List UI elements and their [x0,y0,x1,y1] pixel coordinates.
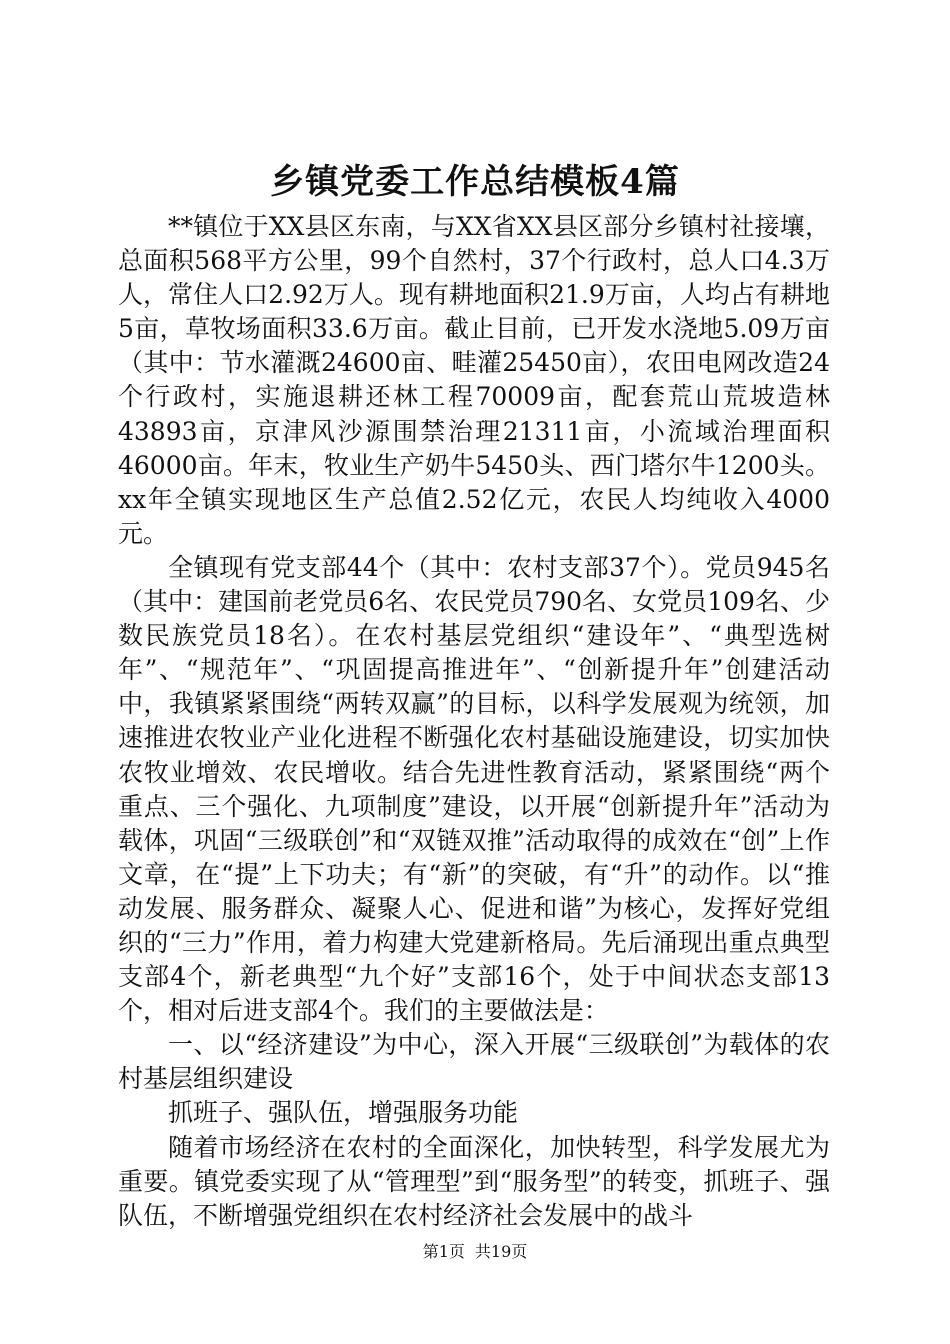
section-heading-1: 一、以“经济建设”为中心，深入开展“三级联创”为载体的农村基层组织建设 [118,1030,830,1094]
page-total: 共19页 [474,1242,528,1261]
page-number: 第1页 [422,1242,465,1261]
page-footer [0,1240,950,1264]
subheading-1: 抓班子、强队伍，增强服务功能 [168,1098,519,1128]
document-body [118,210,830,1233]
paragraph-overview: **镇位于XX县区东南，与XX省XX县区部分乡镇村社接壤，总面积568平方公里，99个自然村，37个行政村，总人口4.3万人，常住人口2.92万人。现有耕地面积21.9万亩，人均占有耕地5亩，草牧场面积33.6万亩。截止目前，已开发水浇地5.09万亩（其中：节水灌溉24600亩、畦灌25450亩），农田电网改造24个行政村，实施退耕还林工程70009亩，配套荒山荒坡造林43893亩，京津风沙源围禁治理21311亩，小流域治理面积46000亩。年末，牧业生产奶牛5450头、西门塔尔牛1200头。xx年全镇实现地区生产总值2.52亿元，农民人均纯收入4000元。 [118,212,830,548]
document-title: 乡镇党委工作总结模板4篇 [270,162,680,202]
paragraph-market-economy: 随着市场经济在农村的全面深化，加快转型，科学发展尤为重要。镇党委实现了从“管理型”到“服务型”的转变，抓班子、强队伍，不断增强党组织在农村经济社会发展中的战斗 [118,1132,830,1230]
paragraph-party-branches: 全镇现有党支部44个（其中：农村支部37个）。党员945名（其中：建国前老党员6名、农民党员790名、女党员109名、少数民族党员18名）。在农村基层党组织“建设年”、“典型选树年”、“规范年”、“巩固提高推进年”、“创新提升年”创建活动中，我镇紧紧围绕“两转双赢”的目标，以科学发展观为统领，加速推进农牧业产业化进程不断强化农村基础设施建设，切实加快农牧业增效、农民增收。结合先进性教育活动，紧紧围绕“两个重点、三个强化、九项制度”建设，以开展“创新提升年”活动为载体，巩固“三级联创”和“双链双推”活动取得的成效在“创”上作文章，在“提”上下功夫；有“新”的突破，有“升”的动作。以“推动发展、服务群众、凝聚人心、促进和谐”为核心，发挥好党组织的“三力”作用，着力构建大党建新格局。先后涌现出重点典型支部4个，新老典型“九个好”支部16个，处于中间状态支部13个，相对后进支部4个。我们的主要做法是： [118,552,830,1026]
